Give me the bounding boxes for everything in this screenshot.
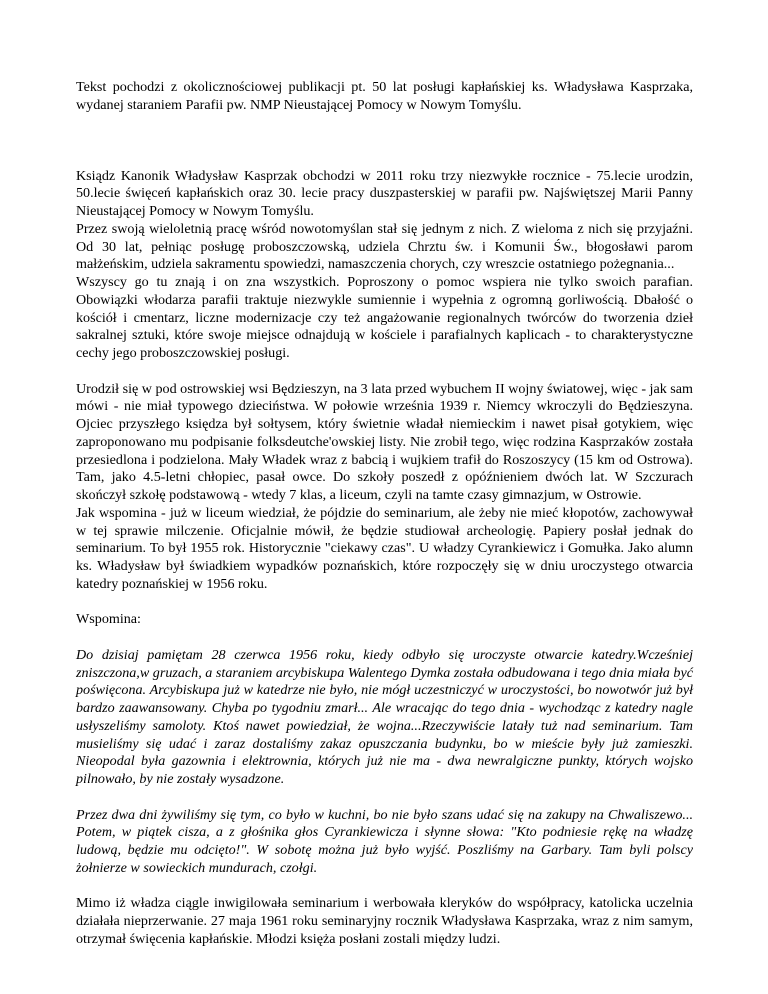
quote-riots: Przez dwa dni żywiliśmy się tym, co było w kuchni, bo nie było szans udać się na zakupy na Chwaliszewo... Potem, w piątek cisza, a z głośnika głos Cyrankiewicza i słynne słowa: "Kto podniesie rękę na władzę ludową, będzie mu odcięto!". W sobotę można już było wyjść. Poszliśmy na Garbary. Tam byli polscy żołnierze w sowieckich mundurach, czołgi. — [76, 806, 693, 876]
wspomina-label: Wspomina: — [76, 611, 141, 628]
paragraph-parish-duties: Wszyscy go tu znają i on zna wszystkich. Poproszony o pomoc wspiera nie tylko swoich parafian. Obowiązki włodarza parafii traktuje niezwykle sumiennie i wypełnia z ogromną gorliwością. Dbałość o kościół i cmentarz, liczne modernizacje czy też angażowanie regionalnych twórców do tworzenia dzieł sakralnej sztuki, które swoje miejsce odnajdują w kościele i parafialnych kaplicach - to charakterystyczne cechy jego proboszczowskiej posługi. — [76, 274, 693, 361]
intro-paragraph: Tekst pochodzi z okolicznościowej publikacji pt. 50 lat posługi kapłańskiej ks. Władysława Kasprzaka, wydanej staraniem Parafii pw. NMP Nieustającej Pomocy w Nowym Tomyślu. — [76, 79, 693, 113]
paragraph-anniversaries: Ksiądz Kanonik Władysław Kasprzak obchodzi w 2011 roku trzy niezwykłe rocznice - 75.lecie urodzin, 50.lecie święceń kapłańskich oraz 30. lecie pracy duszpasterskiej w parafii pw. Najświętszej Marii Panny Nieustającej Pomocy w Nowym Tomyślu. — [76, 167, 693, 219]
paragraph-ministry: Przez swoją wieloletnią pracę wśród nowotomyślan stał się jednym z nich. Z wieloma z nich się przyjaźni. Od 30 lat, pełniąc posługę proboszczowską, udziela Chrztu św. i Komunii Św., błogosławi parom małżeńskim, udziela sakramentu spowiedzi, namaszczenia chorych, czy wreszcie ostatniego pożegnania... — [76, 220, 693, 273]
document-page — [76, 79, 693, 949]
paragraph-childhood: Urodził się w pod ostrowskiej wsi Będzieszyn, na 3 lata przed wybuchem II wojny światowej, więc - jak sam mówi - nie miał typowego dzieciństwa. W połowie września 1939 r. Niemcy wkroczyli do Będzieszyna. Ojciec przyszłego księdza był sołtysem, który świetnie władał niemieckim i nawet pisał gotykiem, więc zaproponowano mu podpisanie folksdeutche'owskiej listy. Nie zrobił tego, więc rodzina Kasprzaków została przesiedlona i podzielona. Mały Władek wraz z babcią i wujkiem trafił do Roszoszycy (15 km od Ostrowa). Tam, jako 4.5-letni chłopiec, pasał owce. Do szkoły poszedł z opóźnieniem dwóch lat. W Szczurach skończył szkołę podstawową - wtedy 7 klas, a liceum, czyli na tamte czasy gimnazjum, w Ostrowie. — [76, 380, 693, 503]
paragraph-seminary: Jak wspomina - już w liceum wiedział, że pójdzie do seminarium, ale żeby nie mieć kłopotów, zachowywał w tej sprawie milczenie. Oficjalnie mówił, że będzie studiował archeologię. Papiery posłał jednak do seminarium. To był 1955 rok. Historycznie "ciekawy czas". U władzy Cyrankiewicz i Gomułka. Jako alumn ks. Władysław był świadkiem wypadków poznańskich, które rozpoczęły się w dniu uroczystego otwarcia katedry poznańskiej w 1956 roku. — [76, 504, 693, 592]
quote-cathedral: Do dzisiaj pamiętam 28 czerwca 1956 roku, kiedy odbyło się uroczyste otwarcie katedry.Wcześniej zniszczona,w gruzach, a staraniem arcybiskupa Walentego Dymka została odbudowana i tego dnia miała być poświęcona. Arcybiskupa już w katedrze nie było, nie mógł uczestniczyć w uroczystości, bo nowotwór już był bardzo zaawansowany. Chyba po tygodniu zmarł... Ale wracając do tego dnia - wychodząc z katedry nagle usłyszeliśmy samoloty. Ktoś nawet powiedział, że wojna...Rzeczywiście latały tuż nad seminarium. Tam musieliśmy się udać i zaraz dostaliśmy zakaz opuszczania budynku, bo w mieście były już zamieszki. Nieopodal była gazownia i elektrownia, których już nie ma - dwa newralgiczne punkty, których wojsko pilnowało, by nie zostały wysadzone. — [76, 646, 693, 787]
paragraph-ordination: Mimo iż władza ciągle inwigilowała seminarium i werbowała kleryków do współpracy, katolicka uczelnia działała nieprzerwanie. 27 maja 1961 roku seminaryjny rocznik Władysława Kasprzaka, wraz z nim samym, otrzymał święcenia kapłańskie. Młodzi księża posłani zostali między ludzi. — [76, 895, 693, 947]
